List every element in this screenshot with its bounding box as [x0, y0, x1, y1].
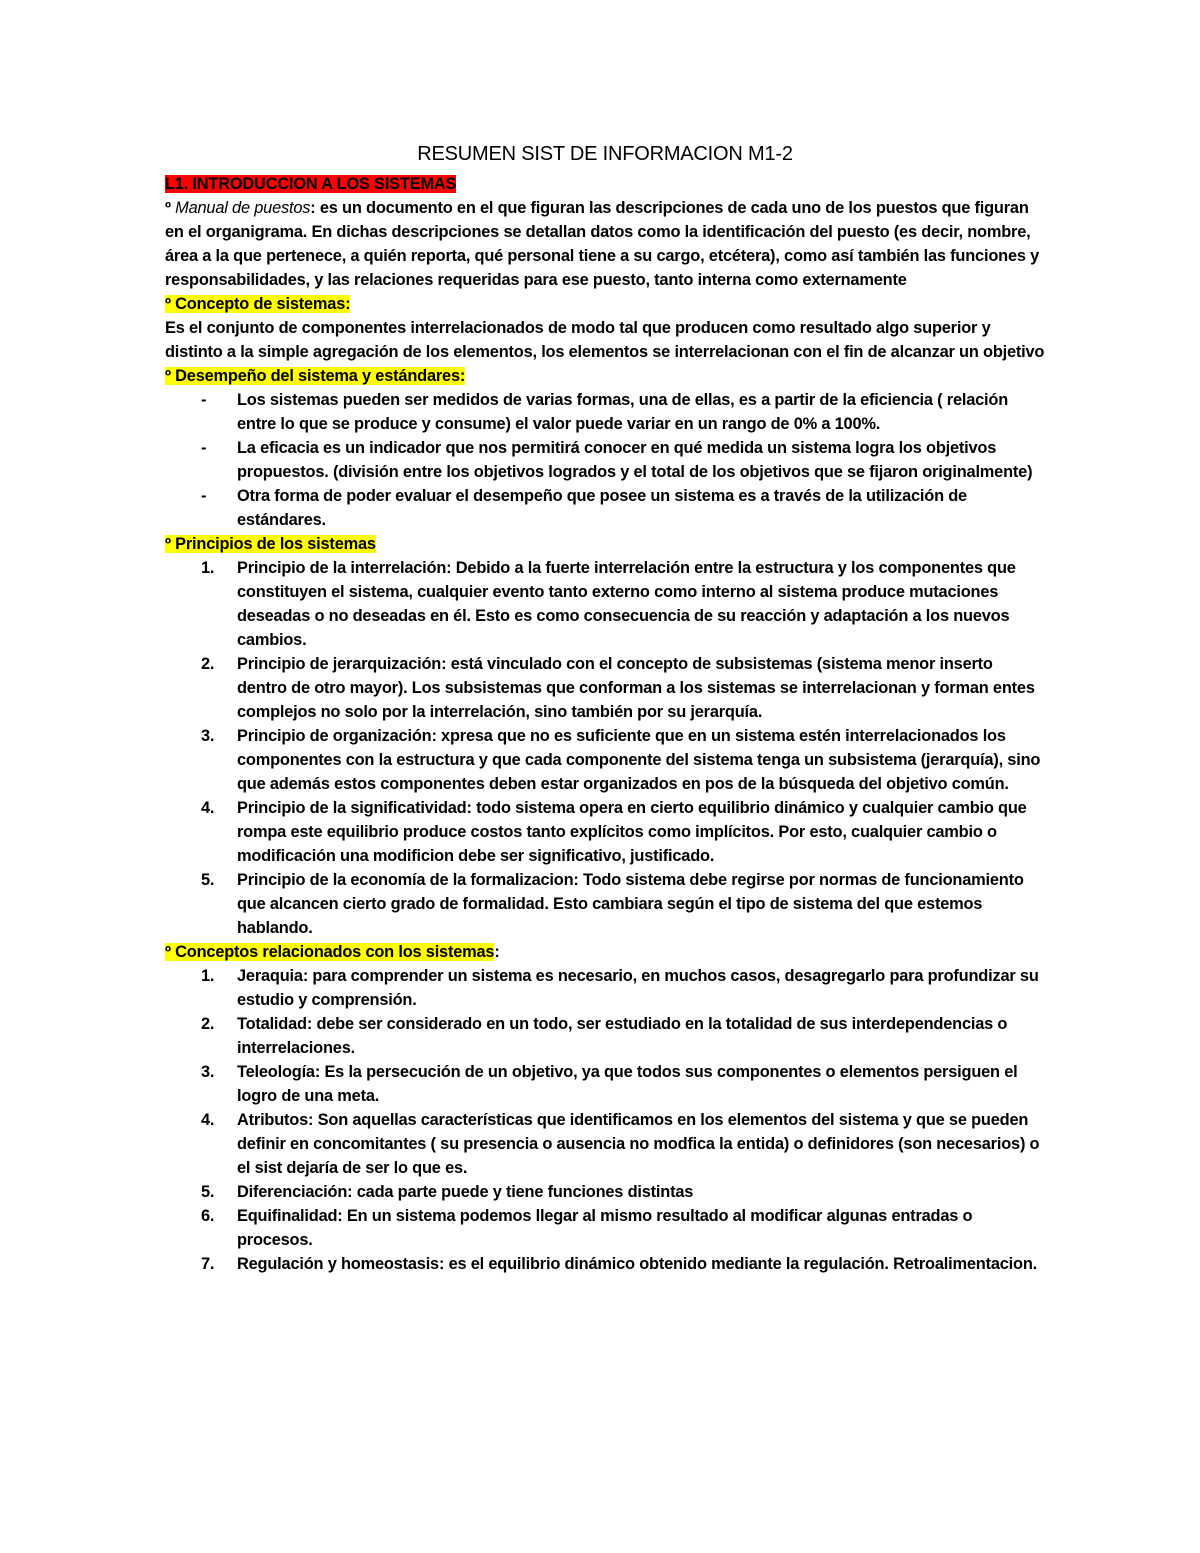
principios-list [165, 556, 1045, 940]
list-item: 6. Equifinalidad: En un sistema podemos llegar al mismo resultado al modificar algunas entradas o procesos. [201, 1207, 973, 1249]
desempeno-heading: º Desempeño del sistema y estándares: [165, 367, 466, 385]
document-page [165, 140, 1045, 1276]
list-item: 2. Totalidad: debe ser considerado en un todo, ser estudiado en la totalidad de sus interdependencias o interrelaciones. [201, 1015, 1008, 1057]
list-item: 4. Atributos: Son aquellas características que identificamos en los elementos del sistema y que se pueden definir en concomitantes ( su presencia o ausencia no modfica la entida) o definidores (son necesarios) o el sist dejaría de ser lo que es. [201, 1111, 1040, 1177]
list-item: 1. Jeraquia: para comprender un sistema es necesario, en muchos casos, desagregarlo para profundizar su estudio y comprensión. [201, 967, 1039, 1009]
conceptos-list [165, 964, 1045, 1276]
list-item: - Otra forma de poder evaluar el desempeño que posee un sistema es a través de la utilización de estándares. [201, 487, 967, 529]
list-item: 2. Principio de jerarquización: está vinculado con el concepto de subsistemas (sistema menor inserto dentro de otro mayor). Los subsistemas que conforman a los sistemas se interrelacionan y forman entes complejos no solo por la interrelación, sino también por su jerarquía. [201, 655, 1035, 721]
principios-heading: º Principios de los sistemas [165, 535, 376, 553]
document-title: RESUMEN SIST DE INFORMACION M1-2 [417, 143, 793, 165]
list-item: 4. Principio de la significatividad: todo sistema opera en cierto equilibrio dinámico y cualquier cambio que rompa este equilibrio produce costos tanto explícitos como implícitos. Por esto, cualquier cambio o modificación una modificion debe ser significativo, justificado. [201, 799, 1027, 865]
list-item: - Los sistemas pueden ser medidos de varias formas, una de ellas, es a partir de la eficiencia ( relación entre lo que se produce y consume) el valor puede variar en un rango de 0% a 100%. [201, 391, 1009, 433]
manual-de-puestos-paragraph: º Manual de puestos: es un documento en el que figuran las descripciones de cada uno de los puestos que figuran en el organigrama. En dichas descripciones se detallan datos como la identificación del puesto (es decir, nombre, área a la que pertenece, a quién reporta, qué personal tiene a su cargo, etcétera), como así también las funciones y responsabilidades, y las relaciones requeridas para ese puesto, tanto interna como externamente [165, 199, 1040, 289]
section-heading-introduccion: L1. INTRODUCCION A LOS SISTEMAS [165, 175, 457, 193]
list-item: 1. Principio de la interrelación: Debido a la fuerte interrelación entre la estructura y los componentes que constituyen el sistema, cualquier evento tanto externo como interno al sistema produce mutaciones deseadas o no deseadas en él. Esto es como consecuencia de su reacción y adaptación a los nuevos cambios. [201, 559, 1016, 649]
conceptos-heading: º Conceptos relacionados con los sistemas: [165, 943, 500, 961]
list-item: - La eficacia es un indicador que nos permitirá conocer en qué medida un sistema logra los objetivos propuestos. (división entre los objetivos logrados y el total de los objetivos que se fijaron originalmente) [201, 439, 1033, 481]
list-item: 5. Diferenciación: cada parte puede y tiene funciones distintas [201, 1183, 694, 1201]
concepto-heading: º Concepto de sistemas: [165, 295, 351, 313]
concepto-text: Es el conjunto de componentes interrelacionados de modo tal que producen como resultado algo superior y distinto a la simple agregación de los elementos, los elementos se interrelacionan con el fin de alcanzar un objetivo [165, 319, 1045, 361]
list-item: 3. Teleología: Es la persecución de un objetivo, ya que todos sus componentes o elementos persiguen el logro de una meta. [201, 1063, 1018, 1105]
list-item: 5. Principio de la economía de la formalizacion: Todo sistema debe regirse por normas de funcionamiento que alcancen cierto grado de formalidad. Esto cambiara según el tipo de sistema del que estemos hablando. [201, 871, 1024, 937]
manual-term: Manual de puestos [175, 199, 311, 217]
list-item: 3. Principio de organización: xpresa que no es suficiente que en un sistema estén interrelacionados los componentes con la estructura y que cada componente del sistema tenga un subsistema (jerarquía), sino que además estos componentes deben estar organizados en pos de la búsqueda del objetivo común. [201, 727, 1041, 793]
desempeno-list [165, 388, 1045, 532]
list-item: 7. Regulación y homeostasis: es el equilibrio dinámico obtenido mediante la regulación. Retroalimentacion. [201, 1255, 1038, 1273]
